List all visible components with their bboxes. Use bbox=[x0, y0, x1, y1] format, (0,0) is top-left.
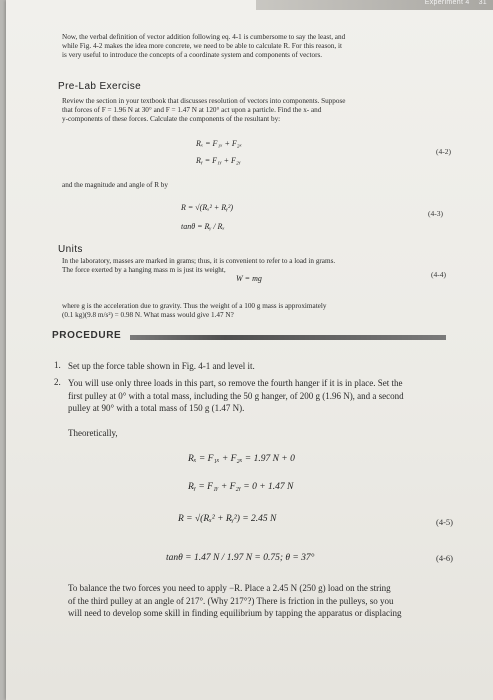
document-page bbox=[6, 0, 493, 700]
intro-paragraph bbox=[62, 33, 472, 60]
page-number: 31 bbox=[478, 0, 487, 6]
balance-paragraph bbox=[68, 582, 484, 620]
step-1-text: Set up the force table shown in Fig. 4-1 and level it. bbox=[68, 361, 255, 371]
equation-weight: W = mg bbox=[236, 274, 262, 283]
equation-rx-result: Rₓ = F₁ₓ + F₂ₓ = 1.97 N + 0 bbox=[188, 454, 295, 464]
equation-tan-result: tanθ = 1.47 N / 1.97 N = 0.75; θ = 37° bbox=[166, 553, 315, 563]
text-line: The force exerted by a hanging mass m is just its weight, bbox=[62, 266, 226, 274]
text-line: of the third pulley at an angle of 217°. (Why 217°?) There is friction in the pulleys, so you bbox=[68, 595, 394, 606]
text-line: Review the section in your textbook that discusses resolution of vectors into components. Suppose bbox=[62, 97, 346, 105]
text-line: will need to develop some skill in finding equilibrium by tapping the apparatus or displacing bbox=[68, 608, 402, 618]
text-line: (0.1 kg)(9.8 m/s²) = 0.98 N. What mass would give 1.47 N? bbox=[62, 311, 234, 319]
step-number: 1. bbox=[54, 360, 61, 370]
text-line: first pulley at 0° with a total mass, including the 50 g hanger, of 200 g (1.96 N), and a second bbox=[68, 390, 404, 401]
units-heading: Units bbox=[58, 244, 83, 255]
running-header-bar bbox=[256, 0, 493, 10]
text-line: y-components of these forces. Calculate the components of the resultant by: bbox=[62, 115, 281, 123]
step-2-text bbox=[68, 377, 480, 415]
heading-rule bbox=[130, 335, 446, 340]
units-paragraph bbox=[62, 257, 477, 275]
equation-r: R = √(Rₓ² + Rᵧ²) bbox=[181, 203, 234, 212]
equation-number: (4-5) bbox=[436, 517, 453, 527]
equation-ry: Rᵧ = F₁ᵧ + F₂ᵧ bbox=[196, 156, 241, 165]
text-line: is very useful to introduce the concepts of a coordinate system and components of vectors. bbox=[62, 51, 323, 59]
prelab-paragraph bbox=[62, 97, 472, 124]
units-paragraph-2 bbox=[62, 302, 477, 320]
text-line: where g is the acceleration due to gravity. Thus the weight of a 100 g mass is approximately bbox=[62, 302, 327, 310]
text-line: while Fig. 4-2 makes the idea more concrete, we need to be able to calculate R. For this reason, it bbox=[62, 42, 343, 50]
equation-r-result: R = √(Rₓ² + Rᵧ²) = 2.45 N bbox=[178, 514, 277, 524]
magnitude-line: and the magnitude and angle of R by bbox=[62, 181, 168, 189]
text-line: You will use only three loads in this part, so remove the fourth hanger if it is in place. Set the bbox=[68, 378, 403, 388]
equation-tan: tanθ = Rᵧ / Rₓ bbox=[181, 222, 225, 231]
text-line: that forces of F = 1.96 N at 30° and F = 1.47 N at 120° act upon a particle. Find the x- and bbox=[62, 106, 322, 114]
text-line: Now, the verbal definition of vector addition following eq. 4-1 is cumbersome to say the least, and bbox=[62, 33, 346, 41]
prelab-heading: Pre-Lab Exercise bbox=[58, 81, 142, 92]
equation-number: (4-6) bbox=[436, 553, 453, 563]
text-line: To balance the two forces you need to apply −R. Place a 2.45 N (250 g) load on the string bbox=[68, 583, 391, 593]
text-line: pulley at 90° with a total mass of 150 g (1.47 N). bbox=[68, 403, 245, 413]
running-header bbox=[425, 0, 487, 6]
step-number: 2. bbox=[54, 377, 61, 387]
equation-rx: Rₓ = F₁ₓ + F₂ₓ bbox=[196, 139, 242, 148]
header-title: Experiment 4 bbox=[424, 0, 470, 6]
equation-number: (4-2) bbox=[436, 147, 451, 156]
equation-number: (4-4) bbox=[431, 270, 446, 279]
equation-ry-result: Rᵧ = F₁ᵧ + F₂ᵧ = 0 + 1.47 N bbox=[188, 482, 294, 492]
procedure-heading: PROCEDURE bbox=[52, 330, 122, 341]
equation-number: (4-3) bbox=[428, 209, 443, 218]
text-line: In the laboratory, masses are marked in grams; thus, it is convenient to refer to a load in grams. bbox=[62, 257, 336, 265]
theoretically-label: Theoretically, bbox=[68, 428, 118, 438]
